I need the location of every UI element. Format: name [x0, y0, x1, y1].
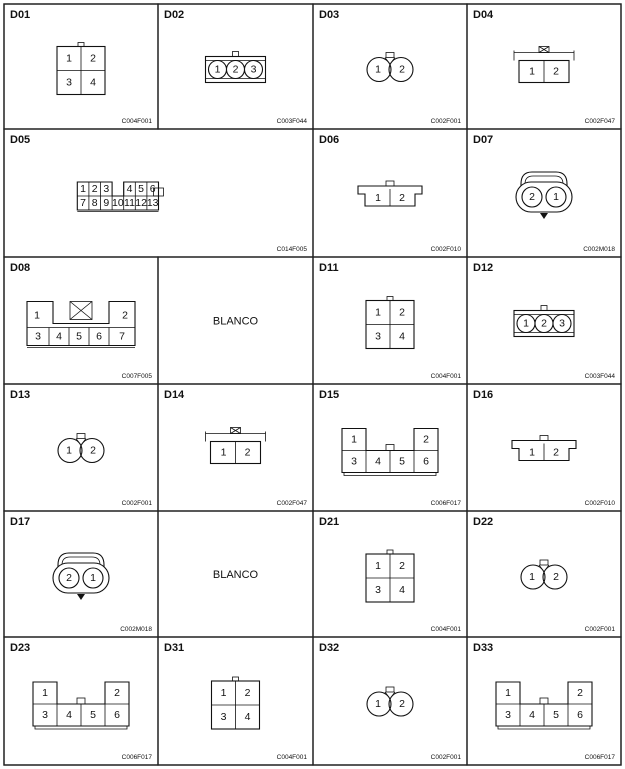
latch-tab [77, 434, 85, 439]
pin-label: 3 [66, 76, 72, 89]
connector-cell-d13 [4, 384, 158, 511]
pin-label: 1 [523, 317, 529, 330]
latch-tab [386, 53, 394, 58]
pin-label: 1 [90, 572, 96, 584]
pin-label: 1 [214, 63, 221, 76]
pin-label: 1 [34, 309, 40, 322]
connector-cell-d06 [313, 129, 467, 257]
pin-label: 2 [244, 687, 251, 699]
pin-label: 13 [146, 197, 159, 209]
latch-tab [233, 52, 239, 57]
connector-id: D11 [319, 262, 339, 274]
connector-body [53, 563, 109, 593]
part-code: C002F001 [121, 500, 152, 507]
latch-tab [233, 677, 239, 681]
connector-id: D02 [164, 9, 185, 21]
connector-id: D06 [319, 134, 340, 146]
pin-label: 1 [375, 192, 381, 204]
pin-label: 2 [114, 687, 120, 699]
connector-id: D08 [10, 262, 31, 274]
cell-border [313, 384, 467, 511]
pin-label: 2 [423, 433, 429, 446]
pin-label: 1 [351, 433, 357, 446]
cell-border [4, 384, 158, 511]
pin-label: 1 [529, 571, 535, 583]
key-marker [77, 594, 85, 600]
connector-id: D12 [473, 262, 494, 274]
pin-label: 5 [399, 455, 405, 468]
pin-label: 1 [80, 183, 87, 195]
connector-cell-d12 [467, 257, 621, 384]
connector-cell-d14 [158, 384, 313, 511]
connector-id: D05 [10, 134, 31, 146]
connector-cell-d15 [313, 384, 467, 511]
latch-tab [541, 306, 547, 311]
pin-label: 5 [138, 183, 145, 195]
pin-label: 2 [399, 560, 405, 572]
connector-cell-d17 [4, 511, 158, 637]
part-code: C006F017 [430, 500, 461, 507]
pin-label: 6 [96, 330, 102, 343]
pin-label: 6 [423, 455, 429, 468]
cell-border [313, 637, 467, 765]
connector-id: D23 [10, 642, 31, 654]
connector-id: D15 [319, 389, 340, 401]
pin-label: 10 [112, 197, 124, 209]
pin-label: 4 [66, 709, 72, 721]
part-code: C014F005 [276, 246, 307, 253]
part-code: C003F044 [584, 373, 615, 380]
pin-label: 3 [35, 330, 41, 343]
pin-label: 1 [42, 687, 48, 699]
pin-label: 1 [375, 560, 381, 572]
connector-id: D01 [10, 9, 31, 21]
part-code: C002F001 [430, 754, 461, 761]
connector-cell-d31 [158, 637, 313, 765]
pin-label: 2 [577, 687, 583, 699]
connector-cell-d03 [313, 4, 467, 129]
part-code: C002F047 [584, 118, 615, 125]
pin-label: 4 [399, 330, 405, 343]
connector-cell-d16 [467, 384, 621, 511]
connector-id: D16 [473, 389, 494, 401]
pin-label: 4 [56, 330, 62, 343]
pin-label: 2 [66, 572, 72, 584]
connector-cell-d05 [4, 129, 313, 257]
pin-label: 1 [529, 446, 535, 459]
pin-label: 4 [244, 711, 251, 723]
connector-id: D17 [10, 516, 31, 528]
latch-tab [77, 698, 85, 704]
connector-cell-d02 [158, 4, 313, 129]
pin-label: 2 [541, 317, 547, 330]
part-code: C004F001 [276, 754, 307, 761]
connector-cell-d07 [467, 129, 621, 257]
pin-label: 2 [91, 183, 98, 195]
part-code: C002M018 [583, 246, 615, 253]
connector-id: D32 [319, 642, 340, 654]
pin-label: 1 [66, 52, 72, 65]
connector-cell-d08 [4, 257, 158, 384]
blank-label: BLANCO [212, 569, 259, 581]
cell-border [313, 4, 467, 129]
pin-label: 3 [375, 584, 381, 596]
pin-label: 1 [375, 306, 381, 319]
lock-mark [70, 302, 92, 320]
part-code: C002F001 [430, 118, 461, 125]
connector-id: D07 [473, 134, 494, 146]
pin-label: 2 [232, 63, 239, 76]
latch-tab [540, 698, 548, 704]
connector-cell-d33 [467, 637, 621, 765]
cell-border [467, 511, 621, 637]
pin-label: 7 [80, 197, 87, 209]
pin-label: 1 [529, 65, 535, 78]
latch-tab [386, 181, 394, 186]
part-code: C006F017 [584, 754, 615, 761]
pin-label: 3 [559, 317, 565, 330]
pin-label: 2 [399, 192, 405, 204]
lock-mark [539, 47, 549, 53]
part-code: C003F044 [276, 118, 307, 125]
part-code: C002F010 [584, 500, 615, 507]
connector-body [516, 182, 572, 212]
connector-cell-d21 [313, 511, 467, 637]
pin-label: 4 [90, 76, 96, 89]
connector-cell-d32 [313, 637, 467, 765]
pin-label: 3 [220, 711, 227, 723]
pin-label: 9 [103, 197, 110, 209]
part-code: C006F017 [121, 754, 152, 761]
pin-label: 2 [399, 306, 405, 319]
connector-id: D14 [164, 389, 185, 401]
latch-tab [387, 550, 393, 554]
connector-cell-d22 [467, 511, 621, 637]
blank-cell [158, 511, 313, 637]
pin-label: 2 [122, 309, 128, 322]
pin-label: 2 [553, 446, 559, 459]
connector-id: D33 [473, 642, 494, 654]
housing-frame [514, 51, 574, 61]
key-marker [540, 213, 548, 219]
pin-label: 3 [103, 183, 110, 195]
pin-label: 11 [124, 197, 135, 209]
pin-label: 4 [399, 584, 405, 596]
part-code: C007F005 [121, 373, 152, 380]
pin-label: 4 [529, 709, 535, 721]
connector-cell-d23 [4, 637, 158, 765]
connector-id: D04 [473, 9, 494, 21]
pin-label: 2 [244, 446, 251, 459]
pin-label: 2 [399, 698, 405, 710]
pin-label: 2 [90, 52, 96, 65]
pin-label: 2 [90, 444, 96, 457]
latch-tab [387, 297, 393, 301]
part-code: C004F001 [430, 626, 461, 633]
connector-id: D31 [164, 642, 185, 654]
part-code: C002F001 [584, 626, 615, 633]
cell-border [467, 637, 621, 765]
pin-label: 1 [66, 444, 72, 457]
pin-label: 1 [375, 698, 381, 710]
latch-tab [540, 560, 548, 565]
pin-label: 6 [149, 183, 156, 195]
connector-cell-d11 [313, 257, 467, 384]
housing-frame [206, 432, 266, 442]
pin-label: 3 [505, 709, 511, 721]
latch-tab [78, 43, 84, 47]
pin-label: 1 [553, 191, 559, 203]
pin-label: 5 [90, 709, 96, 721]
pin-label: 5 [76, 330, 82, 343]
connector-id: D22 [473, 516, 494, 528]
pin-label: 6 [114, 709, 120, 721]
blank-label: BLANCO [212, 315, 259, 328]
pin-label: 5 [553, 709, 559, 721]
cell-border [4, 637, 158, 765]
pin-label: 4 [375, 455, 381, 468]
pin-label: 12 [135, 197, 147, 209]
pin-label: 3 [375, 330, 381, 343]
pin-label: 2 [529, 191, 535, 203]
connector-id: D03 [319, 9, 340, 21]
latch-tab [540, 436, 548, 441]
pin-label: 7 [119, 330, 125, 343]
pin-label: 2 [399, 63, 405, 76]
pin-label: 3 [42, 709, 48, 721]
connector-cell-d04 [467, 4, 621, 129]
pin-label: 1 [375, 63, 381, 76]
part-code: C002M018 [120, 626, 152, 633]
pin-label: 2 [553, 571, 559, 583]
part-code: C004F001 [121, 118, 152, 125]
latch-tab [386, 687, 394, 692]
pin-label: 8 [91, 197, 98, 209]
part-code: C004F001 [430, 373, 461, 380]
pin-label: 1 [220, 687, 227, 699]
pin-label: 3 [351, 455, 357, 468]
pin-label: 6 [577, 709, 583, 721]
latch-tab [386, 445, 394, 451]
connector-id: D21 [319, 516, 340, 528]
pin-label: 4 [126, 183, 133, 195]
connector-id: D13 [10, 389, 31, 401]
pin-label: 1 [505, 687, 511, 699]
part-code: C002F047 [276, 500, 307, 507]
lock-mark [231, 428, 241, 434]
blank-cell [158, 257, 313, 384]
part-code: C002F010 [430, 246, 461, 253]
pin-label: 2 [553, 65, 559, 78]
pin-label: 1 [220, 446, 227, 459]
connector-cell-d01 [4, 4, 158, 129]
pin-label: 3 [250, 63, 257, 76]
